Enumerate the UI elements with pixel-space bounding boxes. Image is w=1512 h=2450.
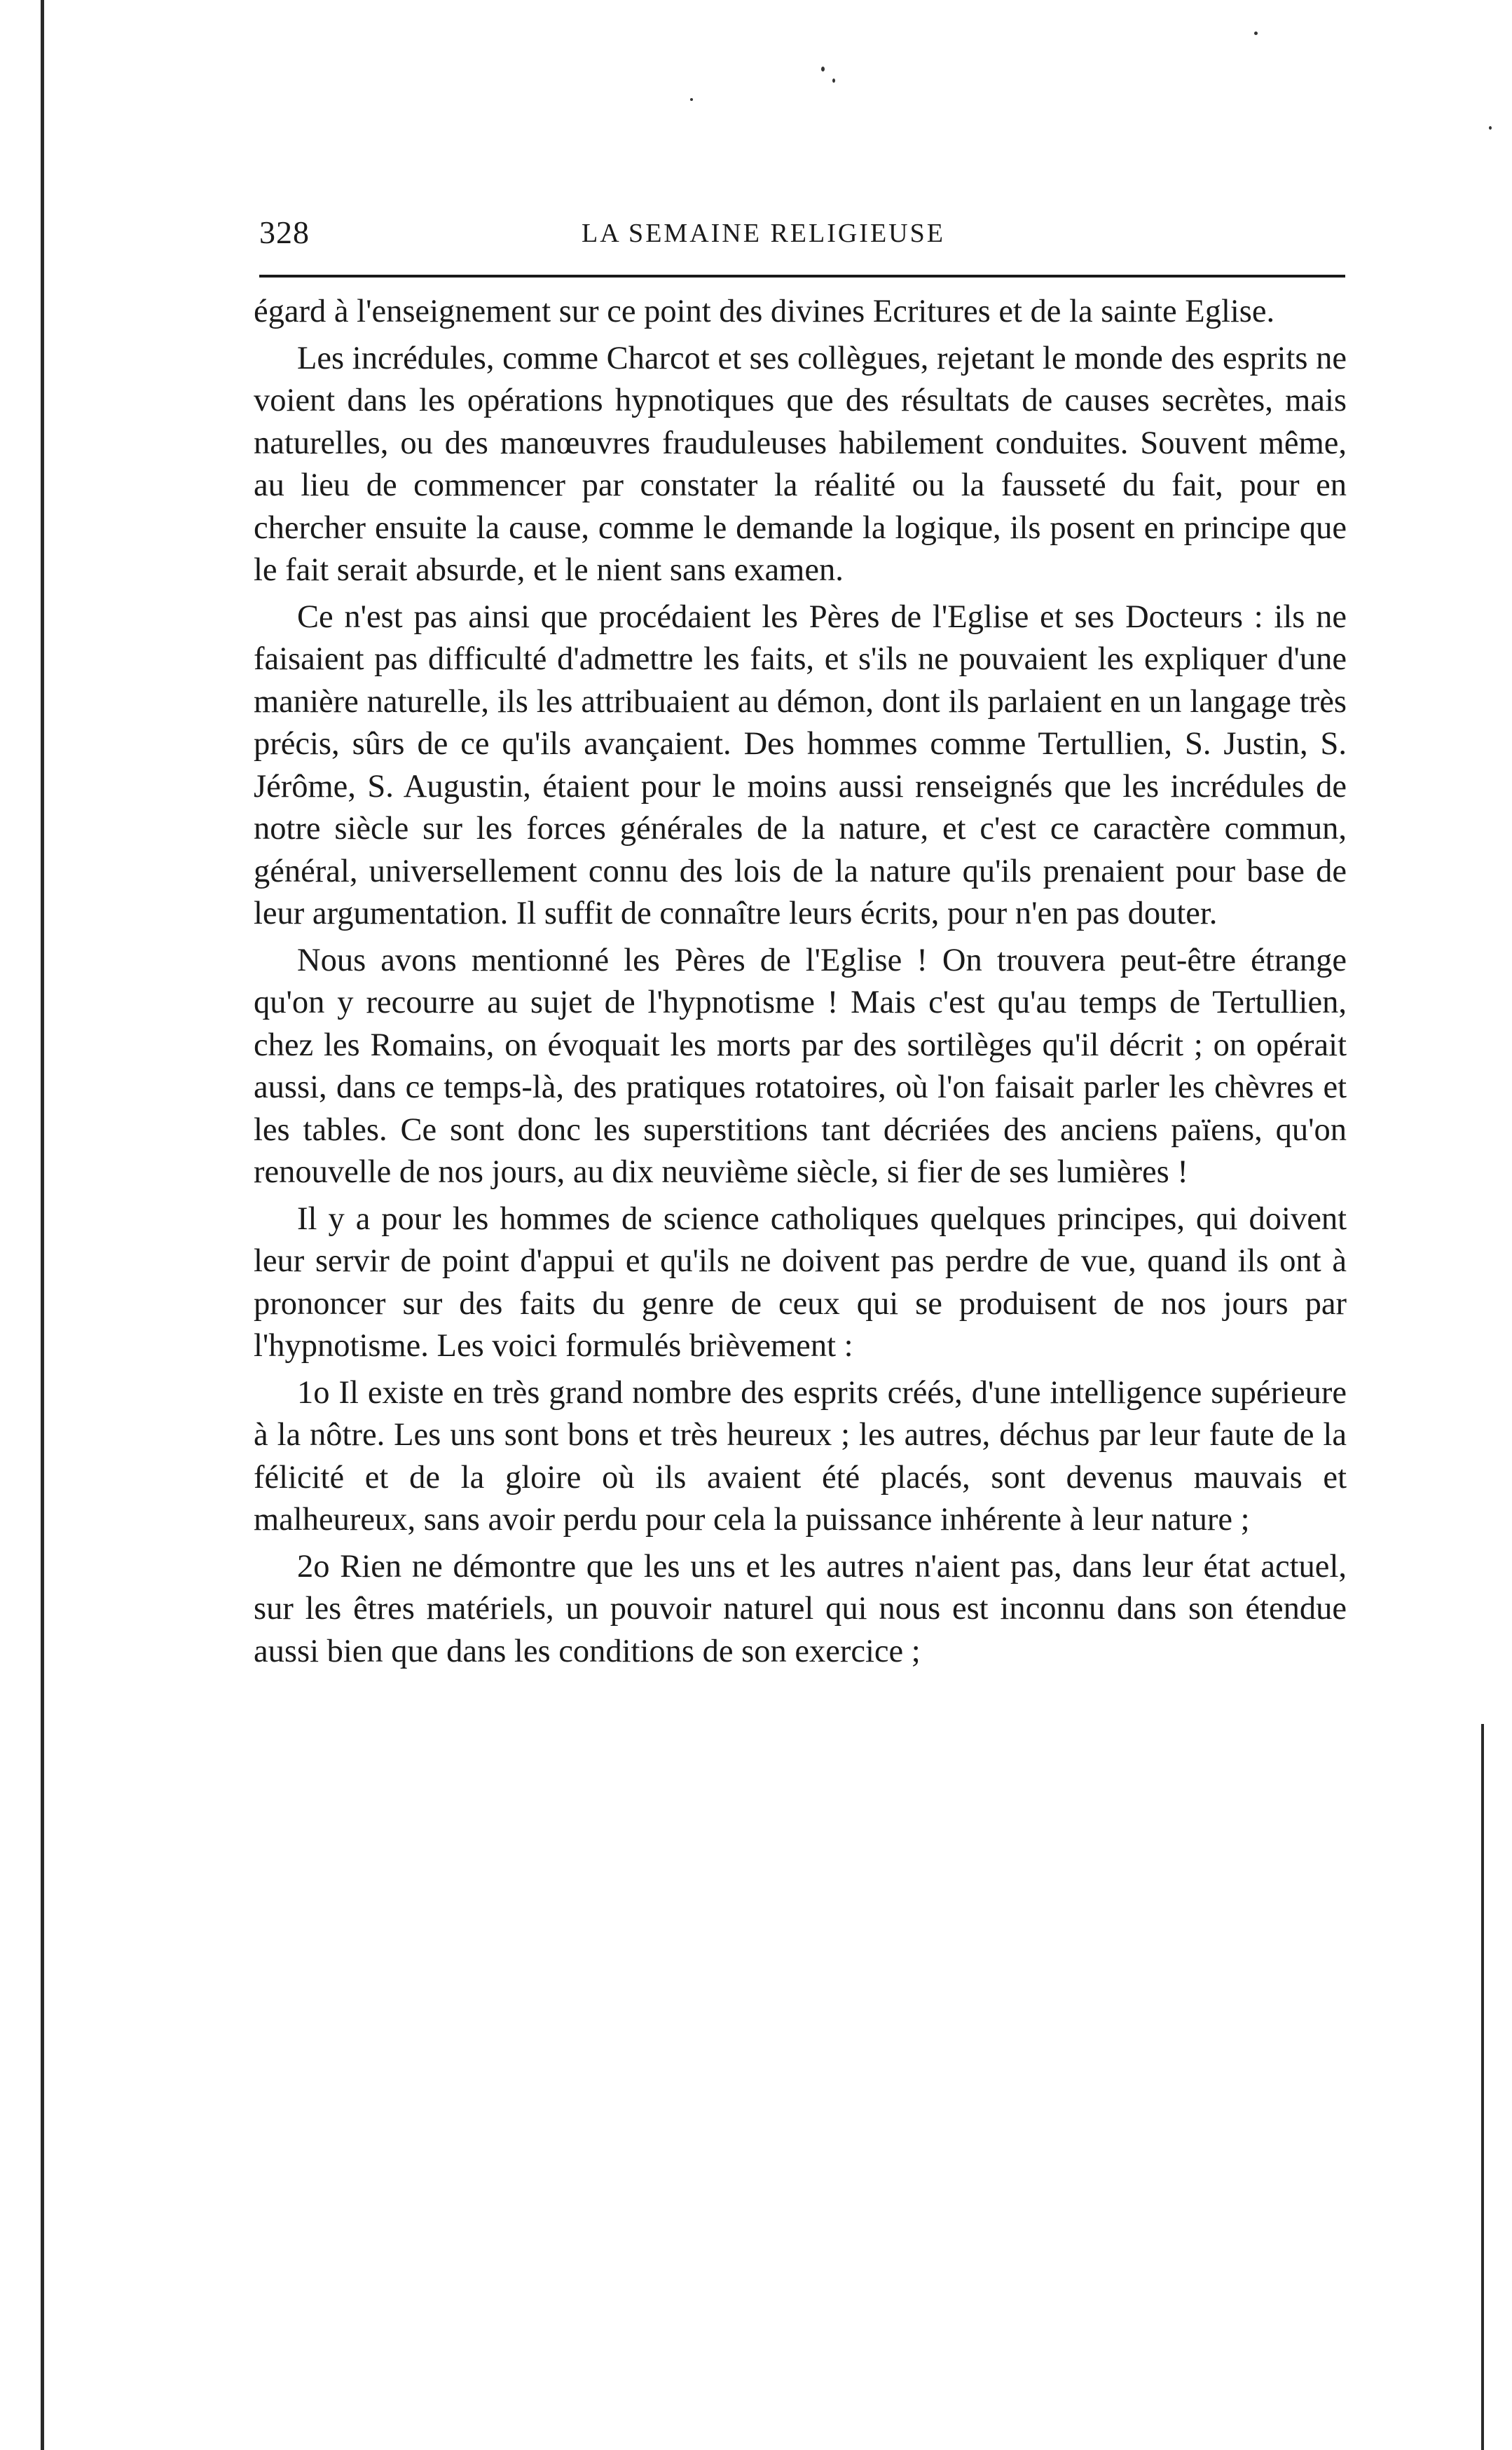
header-rule [259,275,1345,278]
running-title: LA SEMAINE RELIGIEUSE [582,219,945,248]
print-speck [1489,126,1492,130]
page-number: 328 [259,214,310,250]
paragraph-continued: égard à l'enseignement sur ce point des divines Ecritures et de la sainte Eglise. [254,294,1275,329]
page-left-edge [41,0,44,2450]
print-speck [1254,32,1258,35]
page-header [259,214,1345,256]
paragraph-tertullien: Nous avons mentionné les Pères de l'Eglise ! On trouvera peut-être étrange qu'on y recourre au sujet de l'hypnotisme ! Mais c'est qu'au temps de Tertullien, chez les Romains, on évoquait les morts par des sortilèges qu'il décrit ; on opérait aussi, dans ce temps-là, des pratiques rotatoires, où l'on faisait parler les chèvres et les tables. Ce sont donc les superstitions tant décriées des anciens païens, qu'on renouvelle de nos jours, au dix neuvième siècle, si fier de ses lumières ! [254,942,1347,1190]
print-speck [821,67,825,71]
paragraph-incredules: Les incrédules, comme Charcot et ses collègues, rejetant le monde des esprits ne voient dans les opérations hypnotiques que des résultats de causes secrètes, mais naturelles, ou des manœuvres frauduleuses habilement conduites. Souvent même, au lieu de commencer par constater la réalité ou la fausseté du fait, pour en chercher ensuite la cause, comme le demande la logique, ils posent en principe que le fait serait absurde, et le nient sans examen. [254,340,1347,588]
paragraph-principe-1: 1o Il existe en très grand nombre des esprits créés, d'une intelligence supérieure à la nôtre. Les uns sont bons et très heureux ; les autres, déchus par leur faute de la félicité et de la gloire où ils avaient été placés, sont devenus mauvais et malheureux, sans avoir perdu pour cela la puissance inhérente à leur nature ; [254,1374,1347,1538]
body-text [254,291,1347,1673]
paragraph-principe-2: 2o Rien ne démontre que les uns et les autres n'aient pas, dans leur état actuel, sur les êtres matériels, un pouvoir naturel qui nous est inconnu dans son étendue aussi bien que dans les conditions de son exercice ; [254,1548,1347,1669]
paragraph-peres-eglise: Ce n'est pas ainsi que procédaient les Pères de l'Eglise et ses Docteurs : ils ne faisaient pas difficulté d'admettre les faits, et s'ils ne pouvaient les expliquer d'une manière naturelle, ils les attribuaient au démon, dont ils parlaient en un langage très précis, sûrs de ce qu'ils avançaient. Des hommes comme Tertullien, S. Justin, S. Jérôme, S. Augustin, étaient pour le moins aussi renseignés que les incrédules de notre siècle sur les forces générales de la nature, et c'est ce caractère commun, général, universellement connu des lois de la nature qu'ils prenaient pour base de leur argumentation. Il suffit de connaître leurs écrits, pour n'en pas douter. [254,598,1347,931]
page-right-edge [1481,1724,1484,2450]
paragraph-principes: Il y a pour les hommes de science catholiques quelques principes, qui doivent leur servir de point d'appui et qu'ils ne doivent pas perdre de vue, quand ils ont à prononcer sur des faits du genre de ceux qui se produisent de nos jours par l'hypnotisme. Les voici formulés brièvement : [254,1200,1347,1364]
print-speck [690,98,693,101]
print-speck [832,78,835,83]
